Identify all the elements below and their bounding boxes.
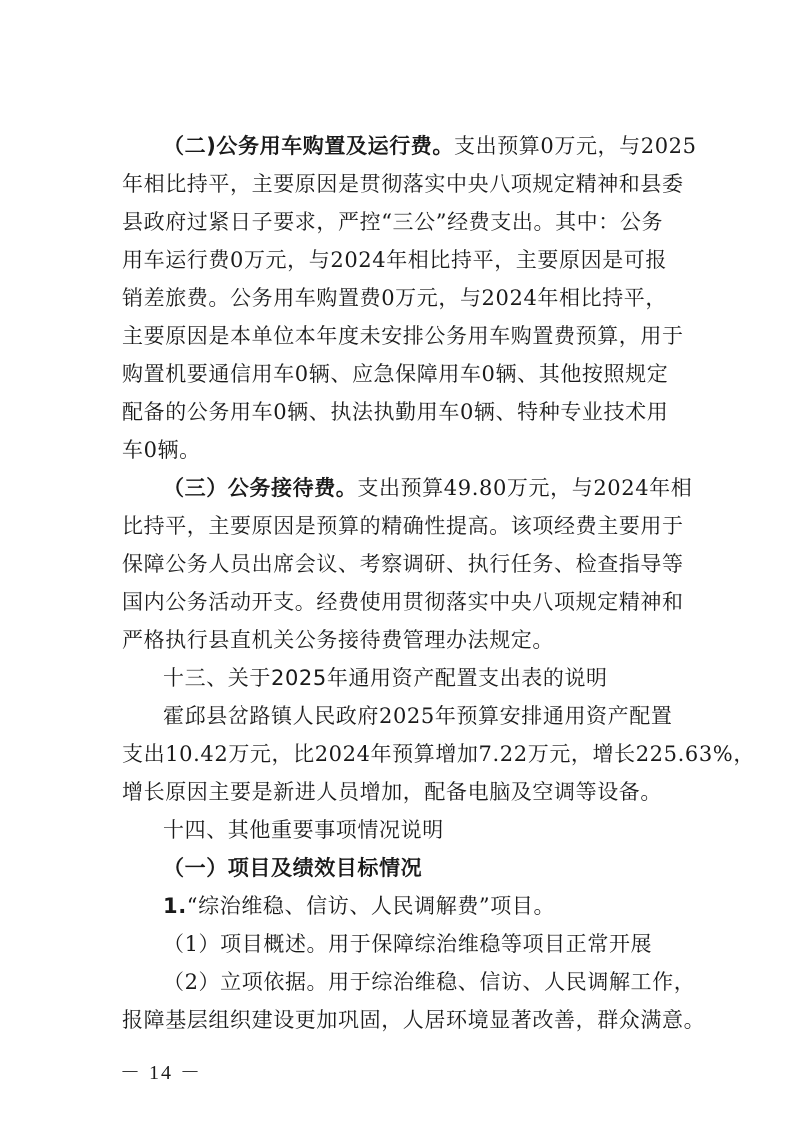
- subheading-bold: （三）公务接待费。: [163, 476, 358, 500]
- subheading-bold: （一）项目及绩效目标情况: [163, 856, 423, 880]
- paragraph-line: 霍邱县岔路镇人民政府2025年预算安排通用资产配置: [163, 704, 673, 728]
- paragraph-line: 购置机要通信用车0辆、应急保障用车0辆、其他按照规定: [122, 362, 669, 386]
- paragraph-line: （2）立项依据。用于综治维稳、信访、人民调解工作，: [163, 970, 696, 994]
- paragraph-line: 增长原因主要是新进人员增加，配备电脑及空调等设备。: [122, 780, 662, 804]
- paragraph-line: 报障基层组织建设更加巩固，人居环境显著改善，群众满意。: [122, 1008, 706, 1032]
- paragraph-line: [163, 892, 555, 920]
- item-number: 1.: [163, 894, 187, 918]
- paragraph-line: 国内公务活动开支。经费使用贯彻落实中央八项规定精神和: [122, 590, 684, 614]
- section-heading: 十三、关于2025年通用资产配置支出表的说明: [163, 666, 608, 690]
- paragraph-line: 年相比持平，主要原因是贯彻落实中央八项规定精神和县委: [122, 172, 684, 196]
- subheading-bold: （二)公务用车购置及运行费。: [163, 134, 454, 158]
- paragraph-line: 比持平，主要原因是预算的精确性提高。该项经费主要用于: [122, 514, 684, 538]
- line-text: “综治维稳、信访、人民调解费”项目。: [186, 894, 556, 918]
- paragraph-line: 严格执行县直机关公务接待费管理办法规定。: [122, 628, 554, 652]
- section-heading: 十四、其他重要事项情况说明: [163, 818, 444, 842]
- line-text: 支出预算49.80万元，与2024年相: [357, 476, 693, 500]
- paragraph-line: 县政府过紧日子要求，严控“三公”经费支出。其中：公务: [122, 210, 664, 234]
- paragraph-line: [163, 474, 692, 502]
- paragraph-line: [163, 132, 697, 160]
- paragraph-line: 主要原因是本单位本年度未安排公务用车购置费预算，用于: [122, 324, 684, 348]
- paragraph-line: 车0辆。: [122, 438, 201, 462]
- page-number: － 14 －: [120, 1062, 202, 1084]
- paragraph-line: 销差旅费。公务用车购置费0万元，与2024年相比持平，: [122, 286, 668, 310]
- paragraph-line: 保障公务人员出席会议、考察调研、执行任务、检查指导等: [122, 552, 684, 576]
- line-text: 支出预算0万元，与2025: [454, 134, 697, 158]
- paragraph-line: （1）项目概述。用于保障综治维稳等项目正常开展: [163, 932, 653, 956]
- paragraph-line: 支出10.42万元，比2024年预算增加7.22万元，增长225.63%，: [122, 742, 755, 766]
- paragraph-line: 配备的公务用车0辆、执法执勤用车0辆、特种专业技术用: [122, 400, 669, 424]
- paragraph-line: 用车运行费0万元，与2024年相比持平，主要原因是可报: [122, 248, 668, 272]
